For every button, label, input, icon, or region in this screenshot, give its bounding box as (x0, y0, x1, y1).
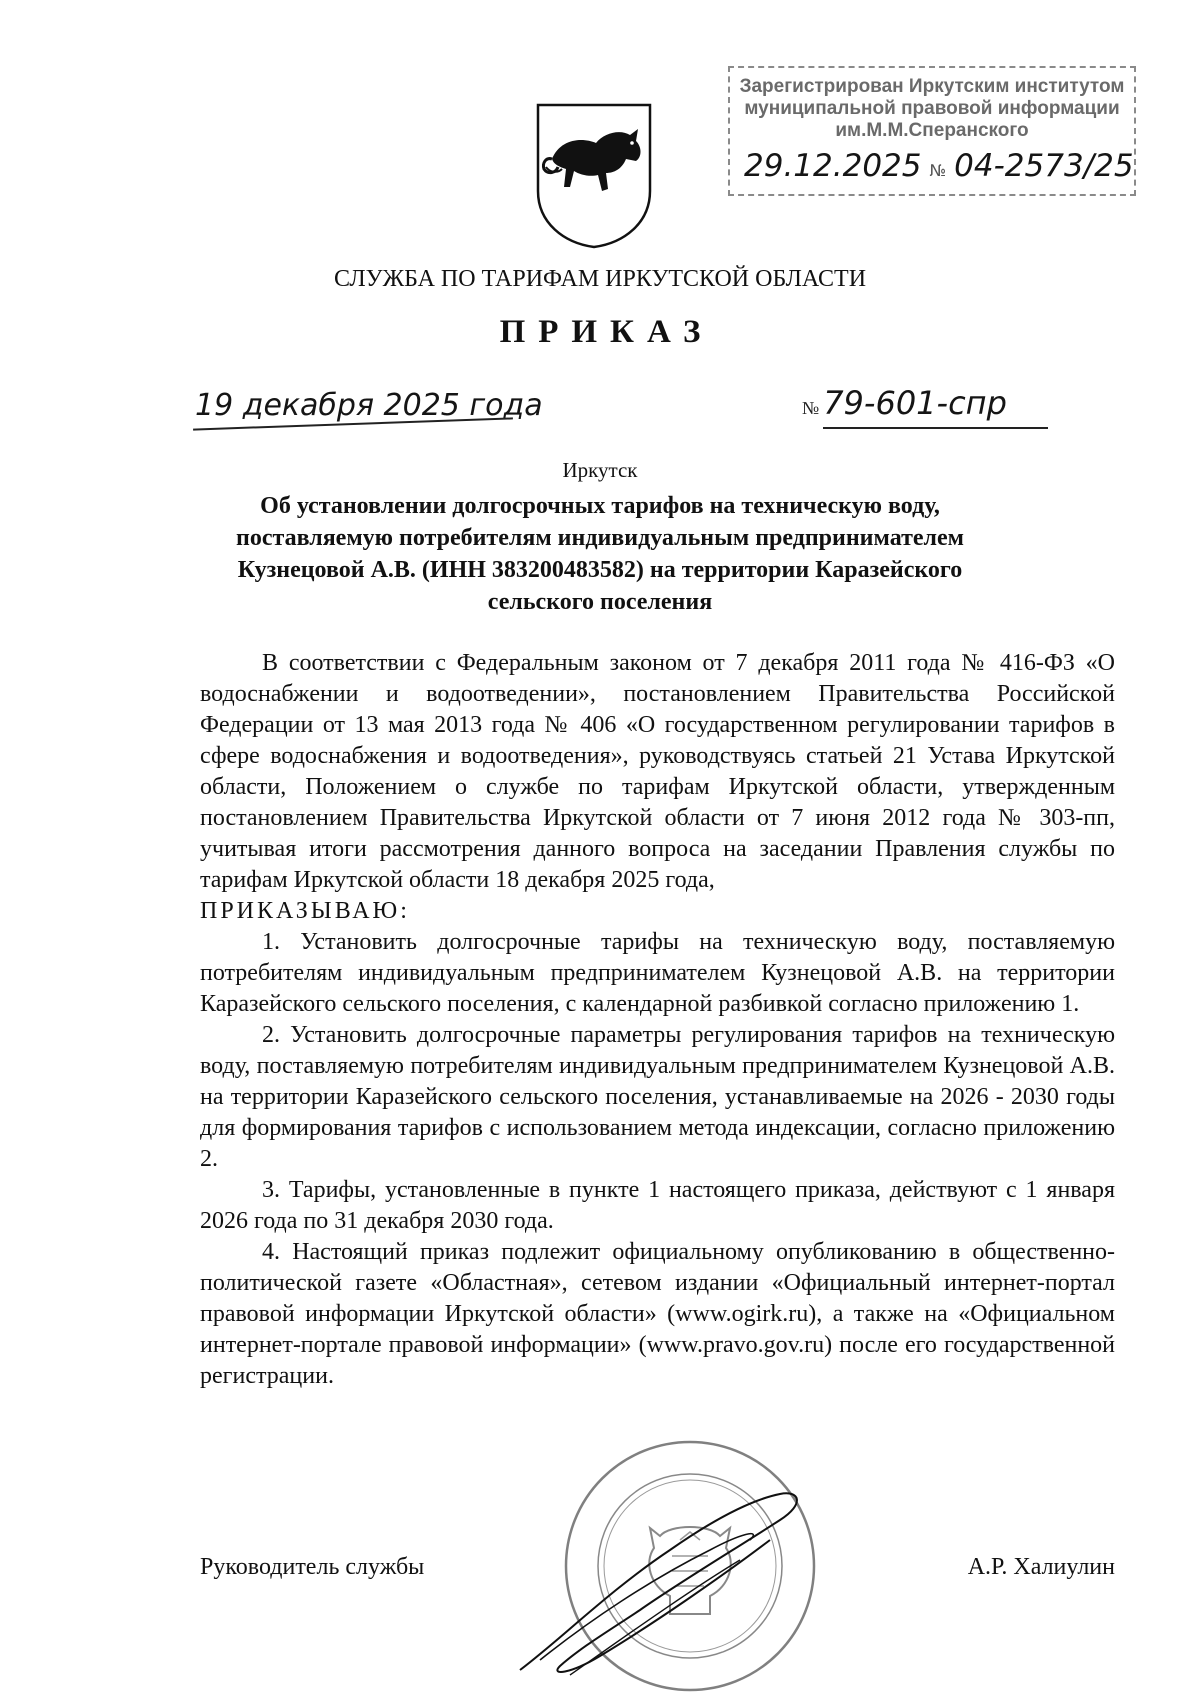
document-title: Об установлении долгосрочных тарифов на техническую воду, поставляемую потребителям индивидуальным предпринимателем Кузнецовой А.В. (ИНН 383200483582) на территории Каразейского сельского поселения (236, 493, 964, 615)
document-date: 19 декабря 2025 года (195, 388, 543, 423)
order-word: ПРИКАЗЫВАЮ: (200, 898, 410, 924)
number-underline (823, 427, 1048, 429)
order-item-1: 1. Установить долгосрочные тарифы на техническую воду, поставляемую потребителям индивидуальным предпринимателем Кузнецовой А.В. на территории Каразейского сельского поселения, с календарной разбивкой согласно приложению 1. (200, 929, 1115, 1017)
coat-of-arms-icon (532, 99, 656, 251)
stamp-handwritten-line (744, 148, 1134, 184)
city: Иркутск (562, 458, 638, 482)
number-value: 79-601-спр (823, 384, 1007, 422)
document-type: ПРИКАЗ (499, 314, 714, 350)
registration-stamp (728, 66, 1136, 196)
stamp-line-1: Зарегистрирован Иркутским институтом (739, 76, 1125, 97)
stamp-line-3: им.М.М.Сперанского (835, 120, 1029, 141)
document-body (200, 648, 1115, 1392)
preamble-paragraph: В соответствии с Федеральным законом от 7 декабря 2011 года № 416-ФЗ «О водоснабжении и водоотведении», постановлением Правительства Российской Федерации от 13 мая 2013 года № 406 «О государственном регулировании тарифов в сфере водоснабжения и водоотведения», руководствуясь статьей 21 Устава Иркутской области, Положением о службе по тарифам Иркутской области, утвержденным постановлением Правительства Иркутской области от 7 июня 2012 года № 303-пп, учитывая итоги рассмотрения данного вопроса на заседании Правления службы по тарифам Иркутской области 18 декабря 2025 года, (200, 650, 1115, 893)
signer-role: Руководитель службы (200, 1554, 425, 1580)
order-item-3: 3. Тарифы, установленные в пункте 1 настоящего приказа, действуют с 1 января 2026 года по 31 декабря 2030 года. (200, 1177, 1115, 1234)
organization-name: СЛУЖБА ПО ТАРИФАМ ИРКУТСКОЙ ОБЛАСТИ (333, 266, 867, 292)
handwritten-signature (500, 1470, 830, 1690)
stamp-number: 04-2573/25 (954, 148, 1134, 184)
order-item-2: 2. Установить долгосрочные параметры регулирования тарифов на техническую воду, поставляемую потребителям индивидуальным предпринимателем Кузнецовой А.В. на территории Каразейского сельского поселения, устанавливаемые на 2026 - 2030 годы для формирования тарифов с использованием метода индексации, согласно приложению 2. (200, 1022, 1115, 1172)
number-sign: № (802, 398, 820, 418)
order-item-4: 4. Настоящий приказ подлежит официальному опубликованию в общественно-политической газете «Областная», сетевом издании «Официальный интернет-портал правовой информации Иркутской области» (www.ogirk.ru), а также на «Официальном интернет-портале правовой информации» (www.pravo.gov.ru) после его государственной регистрации. (200, 1239, 1115, 1389)
signer-name: А.Р. Халиулин (967, 1554, 1115, 1580)
document-number (802, 384, 1007, 422)
stamp-date: 29.12.2025 (744, 148, 922, 184)
stamp-number-sign: № (929, 161, 947, 180)
stamp-line-2: муниципальной правовой информации (744, 98, 1120, 119)
